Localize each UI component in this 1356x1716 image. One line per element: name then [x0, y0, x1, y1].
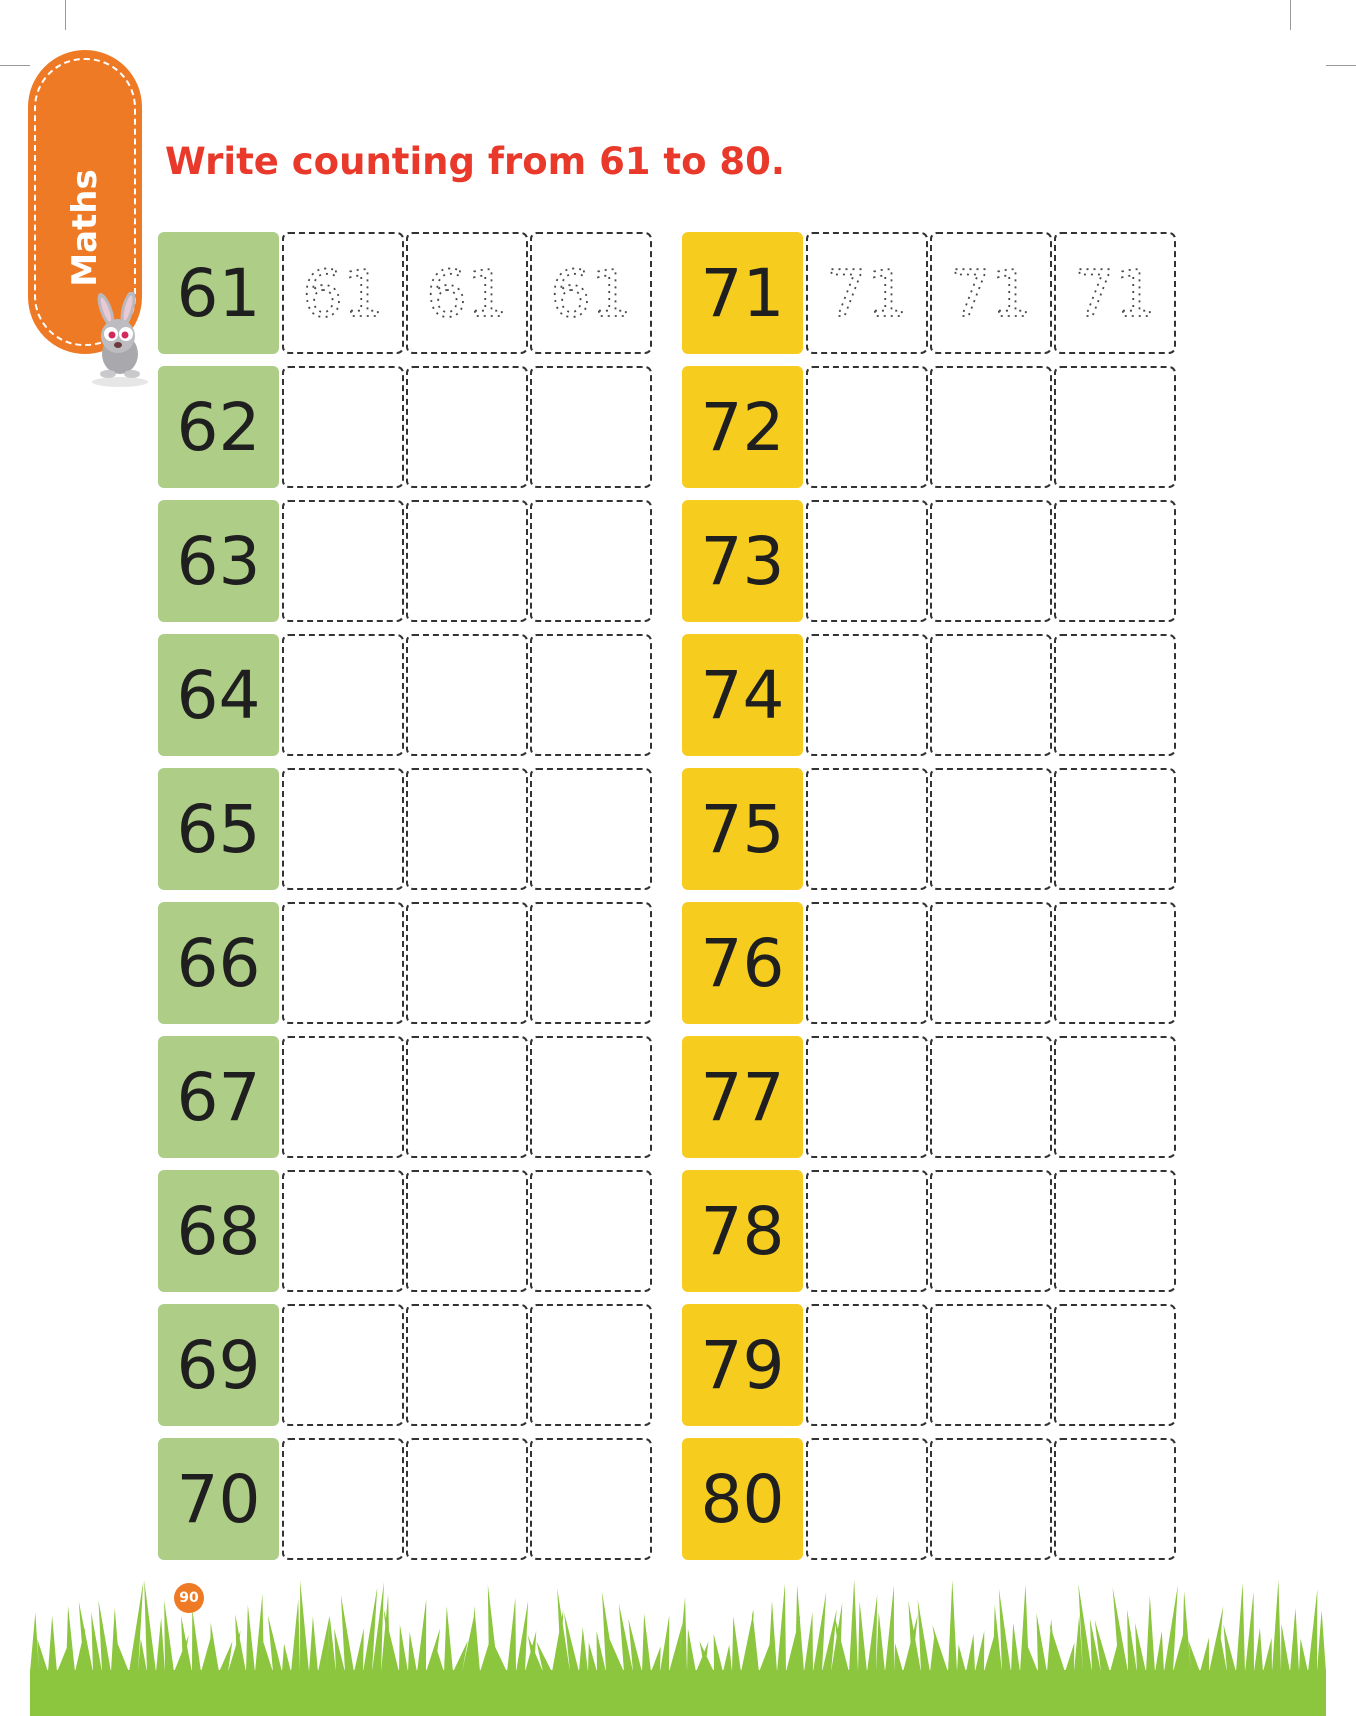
- left-counting-grid: [158, 232, 660, 1564]
- write-box[interactable]: [406, 634, 528, 756]
- svg-text:61: 61: [550, 258, 632, 332]
- write-box[interactable]: [930, 1036, 1052, 1158]
- number-tile: 63: [158, 500, 279, 622]
- write-box[interactable]: [1054, 768, 1176, 890]
- trace-box[interactable]: [530, 232, 652, 354]
- right-counting-grid: [682, 232, 1184, 1564]
- trace-box[interactable]: [930, 232, 1052, 354]
- write-box[interactable]: [406, 1304, 528, 1426]
- write-box[interactable]: [1054, 1438, 1176, 1560]
- write-box[interactable]: [806, 768, 928, 890]
- trace-box[interactable]: [806, 232, 928, 354]
- write-box[interactable]: [806, 1304, 928, 1426]
- number-tile: 75: [682, 768, 803, 890]
- write-box[interactable]: [1054, 902, 1176, 1024]
- number-tile: 62: [158, 366, 279, 488]
- write-box[interactable]: [930, 634, 1052, 756]
- number-tile: 78: [682, 1170, 803, 1292]
- trace-box[interactable]: [406, 232, 528, 354]
- svg-text:71: 71: [1074, 258, 1156, 332]
- dotted-number: [408, 234, 526, 352]
- write-box[interactable]: [406, 1438, 528, 1560]
- write-box[interactable]: [806, 634, 928, 756]
- grass-decoration: [0, 1560, 1356, 1716]
- write-box[interactable]: [530, 366, 652, 488]
- write-box[interactable]: [1054, 366, 1176, 488]
- write-box[interactable]: [806, 1170, 928, 1292]
- write-box[interactable]: [530, 634, 652, 756]
- write-box[interactable]: [406, 1036, 528, 1158]
- write-box[interactable]: [806, 366, 928, 488]
- write-box[interactable]: [282, 1304, 404, 1426]
- write-box[interactable]: [282, 902, 404, 1024]
- write-box[interactable]: [282, 1170, 404, 1292]
- number-tile: 73: [682, 500, 803, 622]
- write-box[interactable]: [406, 902, 528, 1024]
- number-tile: 68: [158, 1170, 279, 1292]
- number-tile: 65: [158, 768, 279, 890]
- number-tile: 61: [158, 232, 279, 354]
- write-box[interactable]: [930, 1170, 1052, 1292]
- write-box[interactable]: [530, 1036, 652, 1158]
- write-box[interactable]: [930, 366, 1052, 488]
- write-box[interactable]: [1054, 1170, 1176, 1292]
- number-tile: 64: [158, 634, 279, 756]
- write-box[interactable]: [530, 1304, 652, 1426]
- crop-mark: [1290, 0, 1291, 30]
- dotted-number: [808, 234, 926, 352]
- write-box[interactable]: [930, 500, 1052, 622]
- write-box[interactable]: [530, 1170, 652, 1292]
- write-box[interactable]: [1054, 1304, 1176, 1426]
- write-box[interactable]: [806, 902, 928, 1024]
- write-box[interactable]: [530, 1438, 652, 1560]
- write-box[interactable]: [930, 902, 1052, 1024]
- page-number: 90: [174, 1583, 204, 1613]
- write-box[interactable]: [806, 1438, 928, 1560]
- write-box[interactable]: [282, 366, 404, 488]
- write-box[interactable]: [930, 1304, 1052, 1426]
- write-box[interactable]: [530, 902, 652, 1024]
- instruction-heading: Write counting from 61 to 80.: [165, 140, 785, 183]
- write-box[interactable]: [806, 500, 928, 622]
- write-box[interactable]: [1054, 1036, 1176, 1158]
- write-box[interactable]: [406, 1170, 528, 1292]
- svg-text:71: 71: [950, 258, 1032, 332]
- write-box[interactable]: [282, 634, 404, 756]
- write-box[interactable]: [806, 1036, 928, 1158]
- write-box[interactable]: [530, 768, 652, 890]
- bunny-mascot-icon: [80, 292, 160, 392]
- write-box[interactable]: [282, 768, 404, 890]
- dotted-number: [284, 234, 402, 352]
- write-box[interactable]: [530, 500, 652, 622]
- write-box[interactable]: [406, 500, 528, 622]
- dotted-number: [932, 234, 1050, 352]
- write-box[interactable]: [1054, 634, 1176, 756]
- write-box[interactable]: [930, 768, 1052, 890]
- write-box[interactable]: [930, 1438, 1052, 1560]
- number-tile: 69: [158, 1304, 279, 1426]
- number-tile: 77: [682, 1036, 803, 1158]
- number-tile: 79: [682, 1304, 803, 1426]
- number-tile: 76: [682, 902, 803, 1024]
- number-tile: 70: [158, 1438, 279, 1560]
- number-tile: 72: [682, 366, 803, 488]
- svg-text:61: 61: [302, 258, 384, 332]
- subject-label: Maths: [65, 169, 105, 287]
- crop-mark: [0, 65, 30, 66]
- number-tile: 71: [682, 232, 803, 354]
- dotted-number: [532, 234, 650, 352]
- crop-mark: [65, 0, 66, 30]
- write-box[interactable]: [406, 768, 528, 890]
- number-tile: 66: [158, 902, 279, 1024]
- dotted-number: [1056, 234, 1174, 352]
- write-box[interactable]: [282, 500, 404, 622]
- write-box[interactable]: [282, 1036, 404, 1158]
- svg-text:71: 71: [826, 258, 908, 332]
- trace-box[interactable]: [1054, 232, 1176, 354]
- trace-box[interactable]: [282, 232, 404, 354]
- write-box[interactable]: [1054, 500, 1176, 622]
- crop-mark: [1326, 65, 1356, 66]
- number-tile: 74: [682, 634, 803, 756]
- write-box[interactable]: [406, 366, 528, 488]
- number-tile: 67: [158, 1036, 279, 1158]
- number-tile: 80: [682, 1438, 803, 1560]
- write-box[interactable]: [282, 1438, 404, 1560]
- svg-text:61: 61: [426, 258, 508, 332]
